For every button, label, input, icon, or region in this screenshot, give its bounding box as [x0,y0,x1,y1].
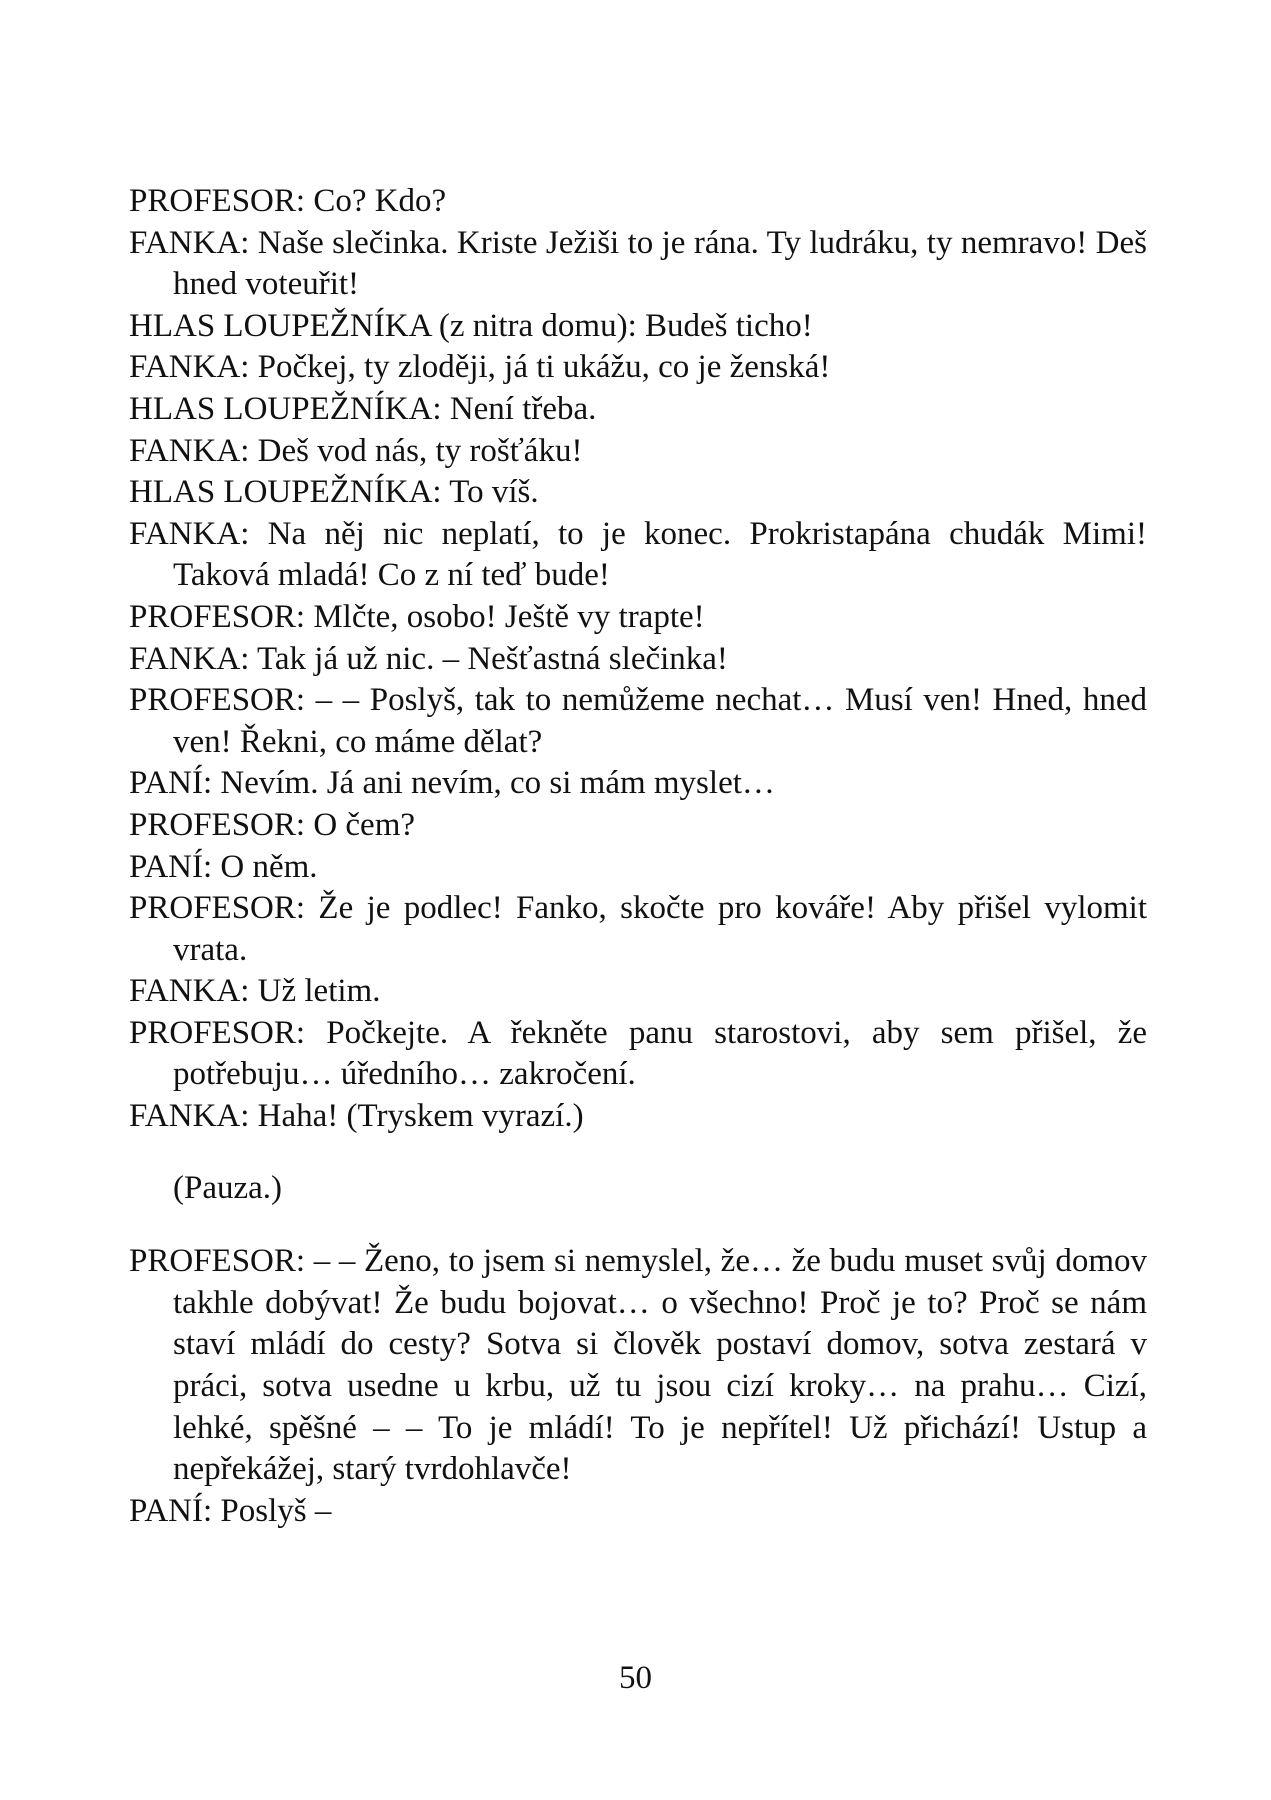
dialogue-line: PROFESOR: O čem? [129,806,416,843]
page-number: 50 [619,1660,652,1696]
stage-direction: (Pauza.) [173,1169,283,1206]
dialogue-line: PROFESOR: Mlčte, osobo! Ještě vy trapte! [129,598,705,635]
dialogue-line: FANKA: Deš vod nás, ty rošťáku! [129,432,583,469]
dialogue-line: PROFESOR: Že je podlec! Fanko, skočte pro kováře! Aby přišel vylomit vrata. [129,890,1147,968]
dialogue-line: PROFESOR: Co? Kdo? [129,183,447,219]
dialogue-line: PROFESOR: – – Poslyš, tak to nemůžeme nechat… Musí ven! Hned, hned ven! Řekni, co máme dělat? [129,682,1147,760]
dialogue-line: FANKA: Haha! (Tryskem vyrazí.) [129,1098,584,1135]
dialogue-line: FANKA: Tak já už nic. – Nešťastná slečinka! [129,640,728,677]
dialogue-line: PROFESOR: Počkejte. A řekněte panu starostovi, aby sem přišel, že potřebuju… úředního… zakročení. [129,1014,1147,1093]
dialogue-line: FANKA: Na něj nic neplatí, to je konec. Prokristapána chudák Mimi! Taková mladá! Co z ní teď bude! [129,515,1147,594]
dialogue-line: HLAS LOUPEŽNÍKA (z nitra domu): Budeš ticho! [129,307,813,344]
dialogue-line: PANÍ: O něm. [129,848,318,885]
dialogue-line: FANKA: Už letim. [129,973,381,1010]
dialogue-line: HLAS LOUPEŽNÍKA: Není třeba. [129,390,597,427]
dialogue-line: FANKA: Naše slečinka. Kriste Ježiši to je rána. Ty ludráku, ty nemravo! Deš hned voteuřit! [129,224,1147,303]
dialogue-line: PANÍ: Nevím. Já ani nevím, co si mám myslet… [129,765,775,802]
dialogue-line: FANKA: Počkej, ty zloději, já ti ukážu, co je ženská! [129,349,831,386]
dialogue-line: HLAS LOUPEŽNÍKA: To víš. [129,474,539,511]
dialogue-line: PANÍ: Poslyš – [129,1492,332,1529]
page-body [129,181,1147,1532]
dialogue-line: PROFESOR: – – Ženo, to jsem si nemyslel, že… že budu muset svůj domov takhle dobývat! Že budu bojovat… o všechno! Proč je to? Proč se nám staví mládí do cesty? Sotva si člověk postaví domov, sotva zestará v práci, sotva usedne u krbu, už tu jsou cizí kroky… na prahu… Cizí, lehké, spěšné – – To je mládí! To je nepřítel! Už přichází! Ustup a nepřekážej, starý tvrdohlavče! [129,1243,1147,1488]
